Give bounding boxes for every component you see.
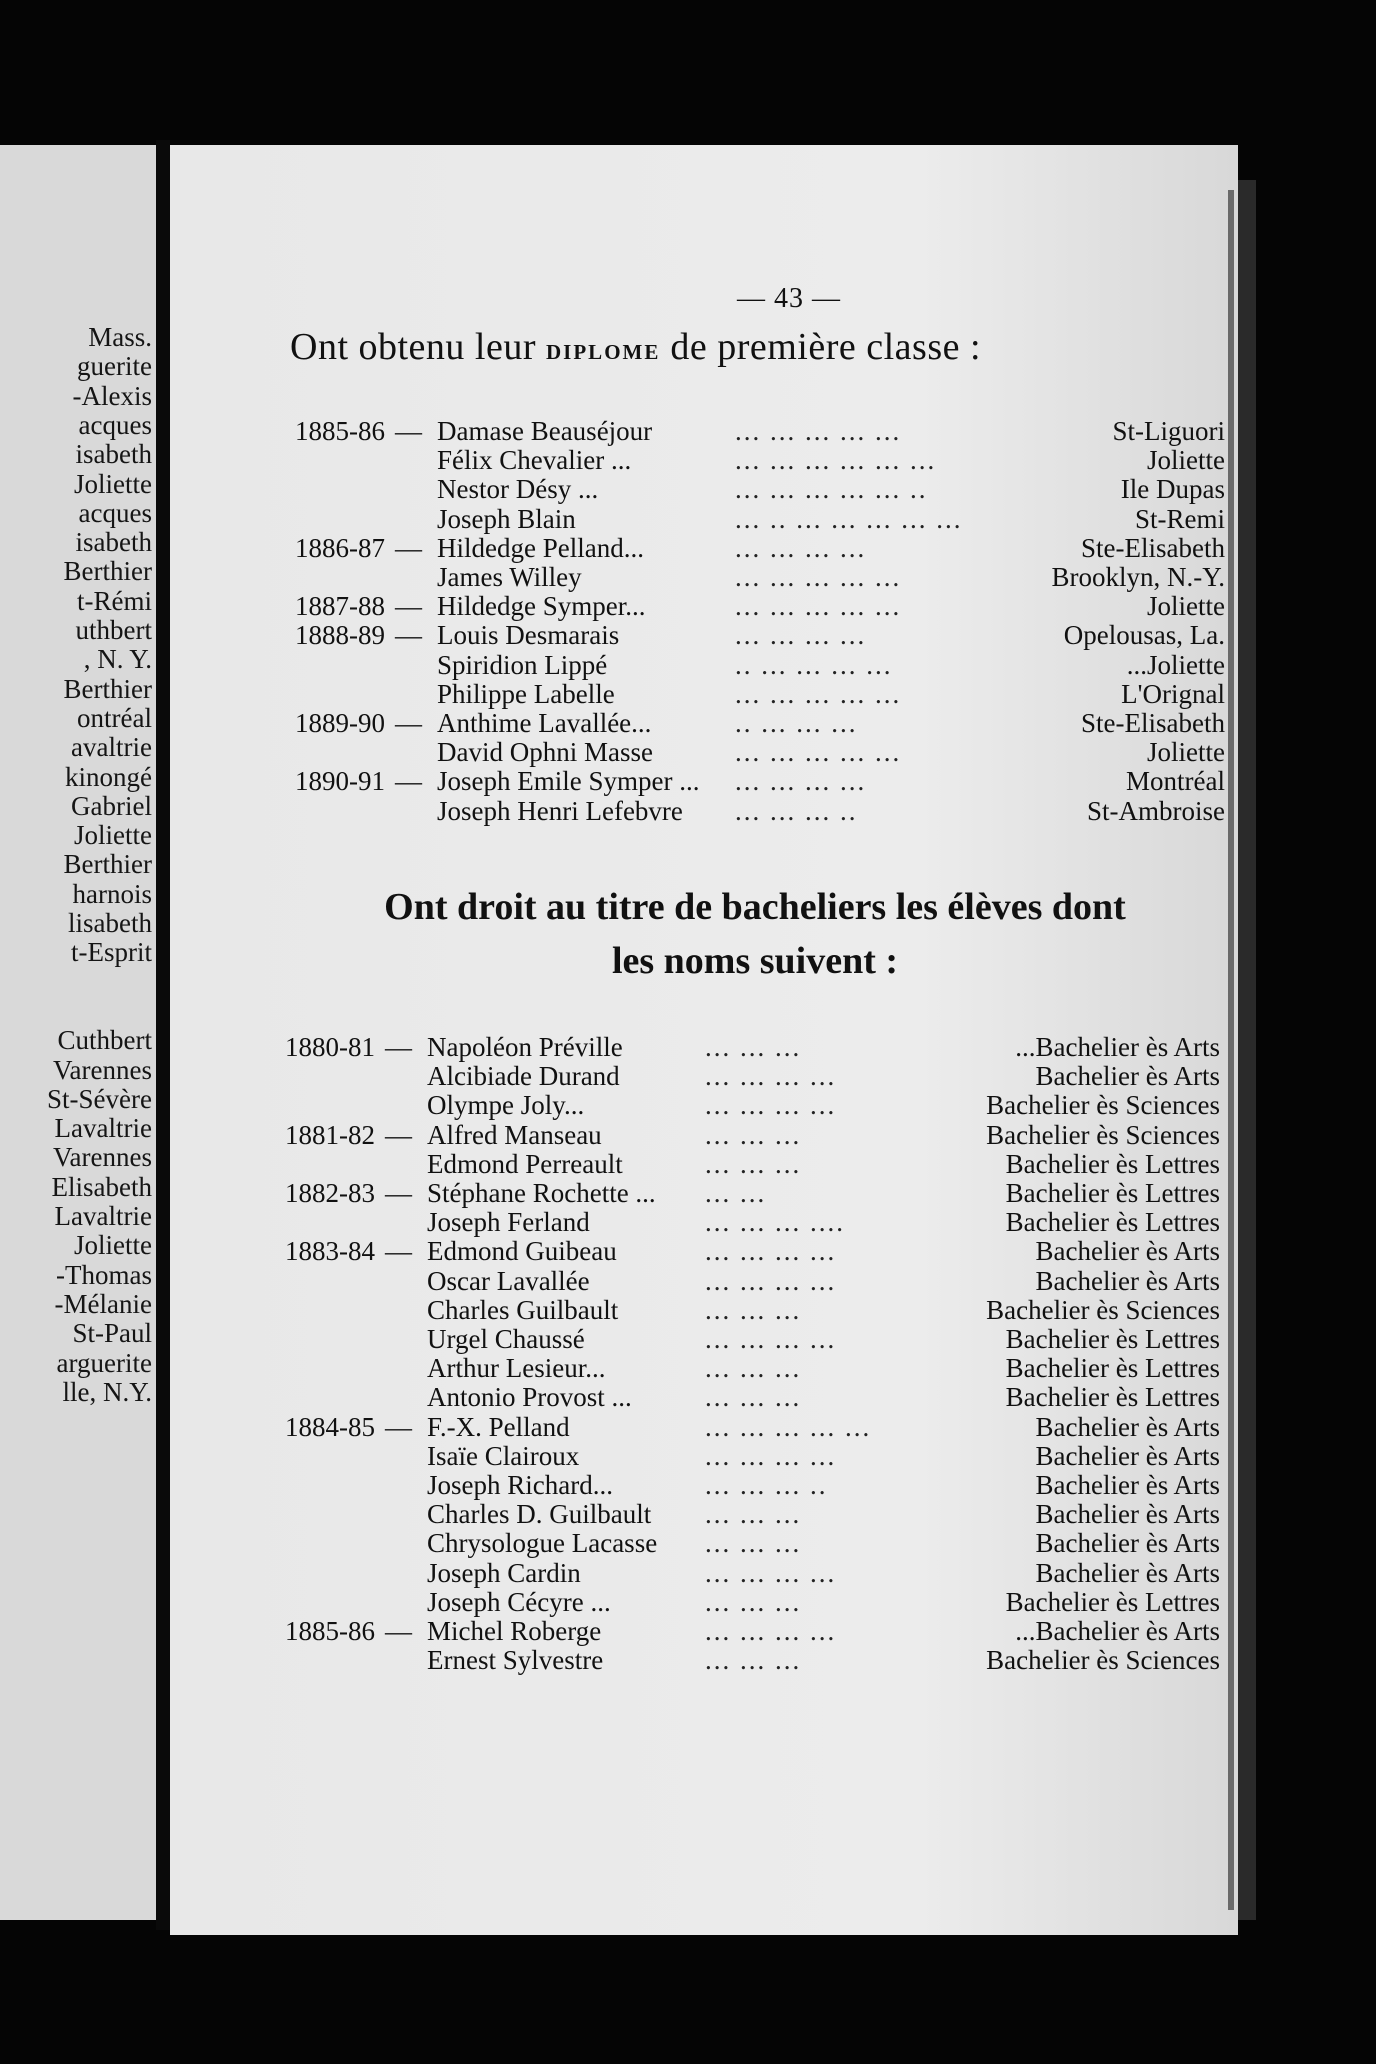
entry-place: Bachelier ès Sciences — [986, 1294, 1220, 1325]
left-page-line: Joliette — [74, 820, 152, 851]
entry-year: 1880-81 — [285, 1032, 375, 1062]
left-page-line: Berthier — [63, 556, 152, 587]
entry-leader-dots: ... ... — [705, 1178, 767, 1208]
left-page-line: St-Paul — [72, 1318, 152, 1349]
left-page-line: Mass. — [88, 322, 152, 352]
entry-row — [295, 475, 1225, 504]
entry-row — [295, 738, 1225, 767]
entry-row — [295, 680, 1225, 709]
entry-name: Charles D. Guilbault — [427, 1499, 652, 1530]
left-page-fragment — [0, 145, 156, 1920]
entry-year: 1887-88 — [295, 591, 385, 622]
entry-dash: — — [385, 1411, 412, 1442]
entry-dash: — — [395, 532, 422, 563]
entry-place: Bachelier ès Lettres — [1005, 1207, 1220, 1238]
entry-place: Bachelier ès Lettres — [1005, 1178, 1220, 1208]
entry-name: Stéphane Rochette ... — [427, 1178, 656, 1208]
entry-name: Alcibiade Durand — [427, 1061, 620, 1092]
left-page-line: Varennes — [53, 1054, 152, 1085]
left-page-line: Lavaltrie — [54, 1113, 152, 1144]
entry-place: Bachelier ès Lettres — [1005, 1148, 1220, 1179]
left-page-line: harnois — [72, 878, 152, 909]
left-page-line: Gabriel — [71, 790, 152, 821]
entry-name: Joseph Ferland — [427, 1207, 590, 1238]
entry-leader-dots: ... ... ... ... ... — [735, 591, 902, 622]
entry-name: Ernest Sylvestre — [427, 1645, 604, 1676]
entry-place: St-Ambroise — [1087, 795, 1225, 826]
entry-row — [295, 621, 1225, 650]
entry-name: Edmond Guibeau — [427, 1236, 617, 1267]
entry-place: Bachelier ès Arts — [1035, 1236, 1220, 1267]
entry-name: Spiridion Lippé — [437, 649, 608, 680]
entry-name: Hildedge Symper... — [437, 591, 646, 622]
entry-row — [295, 797, 1225, 826]
entry-place: Joliette — [1147, 445, 1225, 476]
entry-place: Bachelier ès Sciences — [986, 1119, 1220, 1150]
entry-row — [285, 1471, 1220, 1500]
left-page-line: acques — [78, 409, 152, 440]
entry-leader-dots: ... ... ... .. — [705, 1470, 828, 1500]
left-page-line: lisabeth — [68, 908, 152, 938]
entry-row — [295, 446, 1225, 475]
entry-place: ...Bachelier ès Arts — [1015, 1616, 1220, 1646]
entry-name: Arthur Lesieur... — [427, 1353, 606, 1384]
left-page-line: Joliette — [74, 468, 152, 499]
section-heading-bacheliers — [285, 880, 1225, 988]
left-page-line: Berthier — [63, 849, 152, 880]
left-page-line: kinongé — [65, 761, 152, 792]
entry-leader-dots: ... ... ... — [705, 1119, 802, 1150]
entry-name: Urgel Chaussé — [427, 1324, 585, 1354]
page-edge — [1238, 180, 1256, 1920]
entry-place: Bachelier ès Arts — [1035, 1061, 1220, 1092]
entry-name: F.-X. Pelland — [427, 1411, 570, 1442]
entry-row — [295, 534, 1225, 563]
entry-row — [285, 1325, 1220, 1354]
entry-leader-dots: ... ... ... ... ... .. — [735, 474, 928, 505]
entry-place: Opelousas, La. — [1063, 620, 1225, 651]
entry-row — [285, 1529, 1220, 1558]
entry-row — [285, 1208, 1220, 1237]
entry-place: Bachelier ès Arts — [1035, 1470, 1220, 1500]
entry-leader-dots: ... ... ... ... ... ... — [735, 445, 937, 476]
entry-row — [295, 505, 1225, 534]
left-page-line: t-Rémi — [77, 585, 152, 616]
entry-place: Bachelier ès Arts — [1035, 1265, 1220, 1296]
entry-row — [285, 1062, 1220, 1091]
entry-name: Joseph Emile Symper ... — [437, 766, 700, 797]
entry-row — [285, 1237, 1220, 1266]
entry-dash: — — [385, 1032, 412, 1062]
left-page-line: , N. Y. — [83, 644, 152, 675]
entry-leader-dots: ... ... ... ... ... — [735, 562, 902, 592]
entry-place: Ste-Elisabeth — [1081, 708, 1225, 738]
entry-dash: — — [395, 708, 422, 738]
entry-place: St-Remi — [1134, 503, 1225, 534]
page-edge-shadow — [1228, 190, 1234, 1910]
entry-leader-dots: ... ... ... ... — [735, 532, 867, 563]
entry-leader-dots: ... ... ... ... — [705, 1090, 837, 1121]
entry-place: Bachelier ès Lettres — [1005, 1324, 1220, 1354]
entry-row — [285, 1150, 1220, 1179]
left-page-line: -Thomas — [56, 1259, 152, 1290]
entry-row — [285, 1500, 1220, 1529]
entry-row — [285, 1091, 1220, 1120]
entry-row — [285, 1559, 1220, 1588]
entry-leader-dots: ... ... ... ... — [705, 1265, 837, 1296]
entry-leader-dots: ... ... ... — [705, 1499, 802, 1530]
entry-leader-dots: ... ... ... ... — [705, 1061, 837, 1092]
entry-dash: — — [385, 1236, 412, 1267]
entry-leader-dots: .. ... ... ... — [735, 708, 858, 738]
entry-name: Joseph Cardin — [427, 1557, 581, 1588]
entry-row — [295, 563, 1225, 592]
entry-name: Oscar Lavallée — [427, 1265, 590, 1296]
entry-leader-dots: ... ... ... ... — [735, 620, 867, 651]
entry-row — [295, 709, 1225, 738]
entry-leader-dots: ... ... ... — [705, 1148, 802, 1179]
left-page-line: arguerite — [56, 1347, 152, 1378]
entry-name: Damase Beauséjour — [437, 416, 653, 446]
entry-leader-dots: ... ... ... .. — [735, 795, 858, 826]
entry-name: David Ophni Masse — [437, 737, 653, 768]
left-page-line: acques — [78, 497, 152, 528]
heading2-line2: les noms suivent : — [611, 940, 899, 982]
entry-row — [285, 1442, 1220, 1471]
heading2-line1: Ont droit au titre de bacheliers les élèves dont — [384, 886, 1126, 928]
entry-leader-dots: ... ... ... ... — [705, 1557, 837, 1588]
entry-place: Joliette — [1147, 591, 1225, 622]
entry-leader-dots: .. ... ... ... ... — [735, 649, 893, 680]
entry-leader-dots: ... ... ... — [705, 1528, 802, 1559]
left-page-line: isabeth — [75, 527, 152, 558]
heading-text-post: de première classe : — [670, 326, 982, 368]
entry-place: St-Liguori — [1112, 416, 1225, 446]
left-page-line: uthbert — [75, 615, 152, 645]
entry-place: Montréal — [1126, 766, 1225, 797]
entry-place: Bachelier ès Sciences — [986, 1090, 1220, 1121]
entry-dash: — — [385, 1178, 412, 1208]
entry-year: 1885-86 — [295, 416, 385, 446]
entry-dash: — — [395, 416, 422, 446]
entry-place: Brooklyn, N.-Y. — [1051, 562, 1225, 592]
entry-place: Bachelier ès Arts — [1035, 1557, 1220, 1588]
entry-leader-dots: ... ... ... — [705, 1586, 802, 1617]
left-page-line: guerite — [77, 351, 152, 382]
entry-name: Alfred Manseau — [427, 1119, 602, 1150]
page-gutter — [156, 140, 170, 1930]
entry-name: Anthime Lavallée... — [437, 708, 652, 738]
entry-row — [295, 592, 1225, 621]
entry-row — [285, 1179, 1220, 1208]
entry-year: 1890-91 — [295, 766, 385, 797]
entry-place: Bachelier ès Lettres — [1005, 1353, 1220, 1384]
heading-text-pre: Ont obtenu leur — [290, 326, 537, 368]
entry-place: Bachelier ès Arts — [1035, 1411, 1220, 1442]
entry-year: 1888-89 — [295, 620, 385, 651]
entry-place: Bachelier ès Arts — [1035, 1440, 1220, 1471]
entry-year: 1889-90 — [295, 708, 385, 738]
entry-leader-dots: ... ... ... — [705, 1032, 802, 1062]
entry-name: Antonio Provost ... — [427, 1382, 632, 1413]
entry-name: Hildedge Pelland... — [437, 532, 644, 563]
page-number: — 43 — — [737, 283, 841, 314]
entry-leader-dots: ... .. ... ... ... ... ... — [735, 503, 963, 534]
entry-dash: — — [395, 620, 422, 651]
left-page-line: isabeth — [75, 439, 152, 470]
entry-row — [285, 1121, 1220, 1150]
entry-name: Joseph Cécyre ... — [427, 1586, 611, 1617]
entry-name: James Willey — [437, 562, 582, 592]
entry-place: Joliette — [1147, 737, 1225, 768]
entry-row — [285, 1617, 1220, 1646]
left-page-line: St-Sévère — [47, 1083, 152, 1114]
entry-leader-dots: ... ... ... ... ... — [735, 416, 902, 446]
entry-name: Joseph Richard... — [427, 1470, 613, 1500]
entry-dash: — — [385, 1616, 412, 1646]
left-page-line: t-Esprit — [71, 937, 152, 968]
entry-row — [285, 1354, 1220, 1383]
entry-year: 1885-86 — [285, 1616, 375, 1646]
entry-row — [295, 651, 1225, 680]
entry-row — [295, 767, 1225, 796]
left-page-line: avaltrie — [71, 732, 152, 763]
entry-year: 1884-85 — [285, 1411, 375, 1442]
left-page-line: Elisabeth — [51, 1171, 152, 1202]
left-page-line: Varennes — [53, 1142, 152, 1173]
entry-dash: — — [395, 591, 422, 622]
entry-row — [285, 1267, 1220, 1296]
entry-name: Napoléon Préville — [427, 1032, 623, 1062]
entry-leader-dots: ... ... ... ... — [705, 1616, 837, 1646]
left-page-line: Berthier — [63, 673, 152, 704]
entry-place: Bachelier ès Lettres — [1005, 1586, 1220, 1617]
entry-row — [285, 1413, 1220, 1442]
entry-place: ...Joliette — [1126, 649, 1225, 680]
entry-dash: — — [385, 1119, 412, 1150]
left-page-line: Joliette — [74, 1230, 152, 1261]
entry-leader-dots: ... ... ... ... ... — [735, 737, 902, 768]
left-page-line: Cuthbert — [57, 1025, 152, 1056]
entry-place: Bachelier ès Sciences — [986, 1645, 1220, 1676]
entry-name: Félix Chevalier ... — [437, 445, 632, 476]
heading-text-smallcaps: diplome — [546, 333, 661, 366]
entry-place: Bachelier ès Lettres — [1005, 1382, 1220, 1413]
entry-place: Ile Dupas — [1120, 474, 1225, 505]
entry-row — [285, 1383, 1220, 1412]
entry-name: Edmond Perreault — [427, 1148, 623, 1179]
entry-row — [285, 1033, 1220, 1062]
entry-name: Michel Roberge — [427, 1616, 602, 1646]
entry-name: Charles Guilbault — [427, 1294, 619, 1325]
entry-name: Nestor Désy ... — [437, 474, 599, 505]
entry-leader-dots: ... ... ... — [705, 1645, 802, 1676]
section-heading-diplomas — [290, 325, 1220, 369]
entry-name: Isaïe Clairoux — [427, 1440, 580, 1471]
entry-leader-dots: ... ... ... ... ... — [705, 1411, 872, 1442]
left-page-line: ontréal — [77, 702, 152, 733]
entry-year: 1886-87 — [295, 532, 385, 563]
entry-name: Philippe Labelle — [437, 678, 615, 709]
entry-place: ...Bachelier ès Arts — [1015, 1032, 1220, 1062]
entry-dash: — — [395, 766, 422, 797]
entry-leader-dots: ... ... ... ... — [705, 1440, 837, 1471]
entry-name: Olympe Joly... — [427, 1090, 585, 1121]
entry-leader-dots: ... ... ... — [705, 1353, 802, 1384]
entry-leader-dots: ... ... ... ... — [705, 1236, 837, 1267]
entry-year: 1881-82 — [285, 1119, 375, 1150]
entry-leader-dots: ... ... ... ... — [735, 766, 867, 797]
entry-leader-dots: ... ... ... ... ... — [735, 678, 902, 709]
entry-name: Louis Desmarais — [437, 620, 620, 651]
entry-leader-dots: ... ... ... — [705, 1294, 802, 1325]
entry-leader-dots: ... ... ... — [705, 1382, 802, 1413]
main-page — [170, 145, 1238, 1935]
entry-name: Chrysologue Lacasse — [427, 1528, 658, 1559]
entry-place: L'Orignal — [1121, 678, 1225, 709]
entry-row — [285, 1296, 1220, 1325]
left-page-line: -Alexis — [72, 380, 152, 411]
entry-row — [285, 1588, 1220, 1617]
entry-row — [285, 1646, 1220, 1675]
entry-leader-dots: ... ... ... ... — [705, 1324, 837, 1354]
left-page-line: lle, N.Y. — [62, 1376, 152, 1407]
entry-place: Bachelier ès Arts — [1035, 1528, 1220, 1559]
left-page-line: Lavaltrie — [54, 1201, 152, 1231]
entry-place: Ste-Elisabeth — [1081, 532, 1225, 563]
entry-year: 1883-84 — [285, 1236, 375, 1267]
entry-place: Bachelier ès Arts — [1035, 1499, 1220, 1530]
entry-name: Joseph Blain — [437, 503, 576, 534]
entry-row — [295, 417, 1225, 446]
entry-year: 1882-83 — [285, 1178, 375, 1208]
entry-leader-dots: ... ... ... .... — [705, 1207, 845, 1238]
entry-name: Joseph Henri Lefebvre — [437, 795, 683, 826]
left-page-line: -Mélanie — [54, 1288, 152, 1319]
